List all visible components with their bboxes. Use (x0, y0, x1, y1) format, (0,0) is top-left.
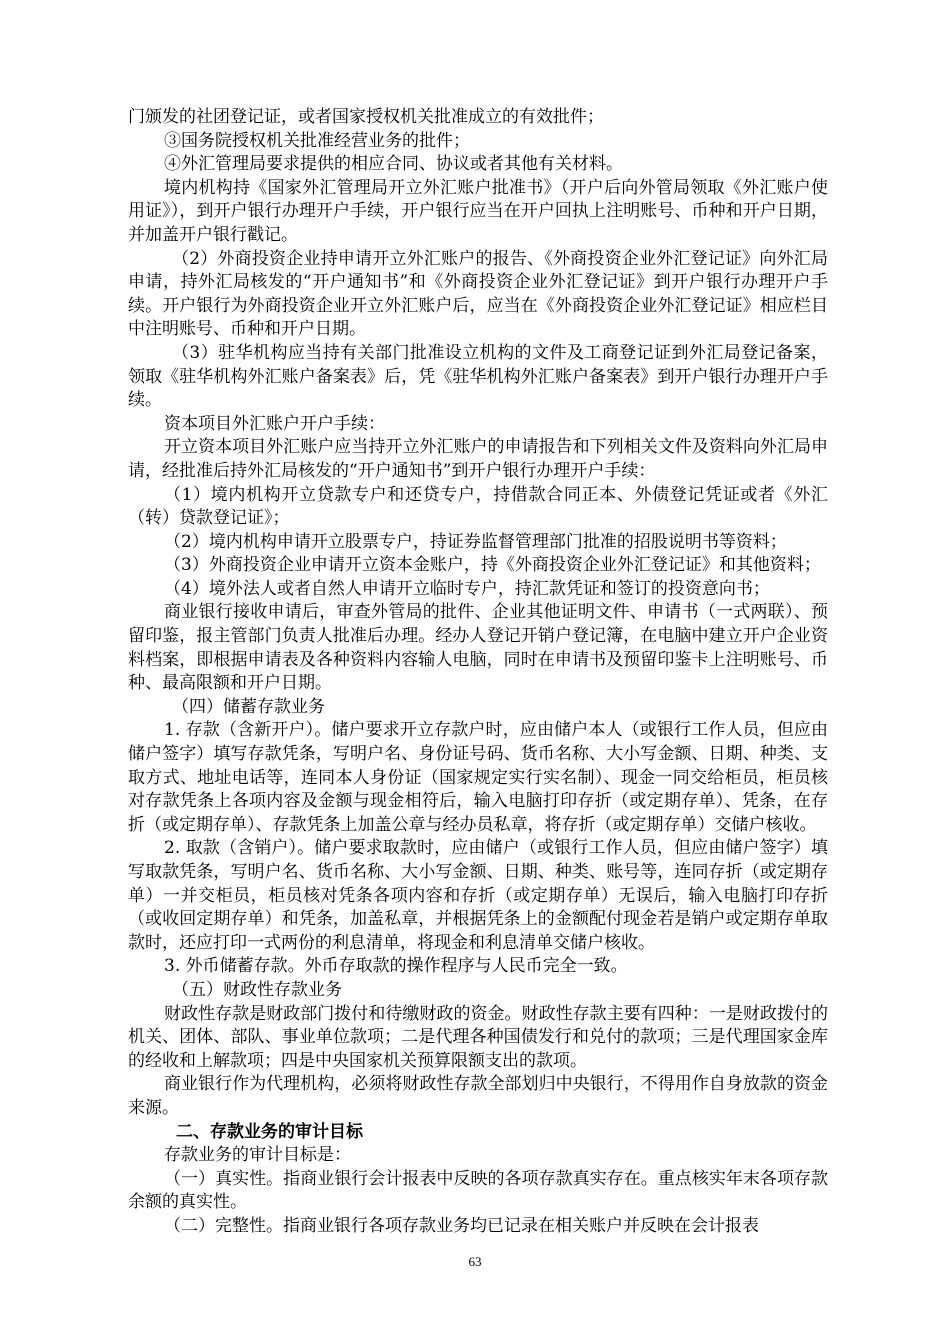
section-heading: （五）财政性存款业务 (172, 979, 342, 1000)
paragraph: （一）真实性。指商业银行会计报表中反映的各项存款真实存在。重点核实年末各项存款余额的真实性。 (128, 1168, 828, 1213)
paragraph: （二）完整性。指商业银行各项存款业务均已记录在相关账户并反映在会计报表 (164, 1215, 759, 1236)
paragraph: （3）外商投资企业申请开立资本金账户，持《外商投资企业外汇登记证》和其他资料； (164, 555, 821, 576)
paragraph: 开立资本项目外汇账户应当持开立外汇账户的申请报告和下列相关文件及资料向外汇局申请，经批准后持外汇局核发的“开户通知书”到开户银行办理开户手续： (128, 437, 828, 481)
paragraph: 2. 取款（含销户）。储户要求取款时，应由储户（或银行工作人员，但应由储户签字）填写取款凭条，写明户名、货币名称、大小写金额、日期、种类、账号等，连同存折（或定期存单）一并交柜员，柜员核对凭条各项内容和存折（或定期存单）无误后，输入电脑打印存折（或收回定期存单）和凭条，加盖私章，并根据凭条上的金额配付现金若是销户或定期存单取款时，还应打印一式两份的利息清单，将现金和利息清单交储户核收。 (128, 838, 828, 953)
paragraph: 商业银行作为代理机构，必须将财政性存款全部划归中央银行，不得用作自身放款的资金来源。 (128, 1074, 828, 1118)
paragraph: 1. 存款（含新开户）。储户要求开立存款户时，应由储户本人（或银行工作人员，但应由储户签字）填写存款凭条，写明户名、身份证号码、货币名称、大小写金额、日期、种类、支取方式、地址电话等，连同本人身份证（国家规定实行实名制）、现金一同交给柜员，柜员核对存款凭条上各项内容及金额与现金相符后，输入电脑打印存折（或定期存单）、凭条，在存折（或定期存单）、存款凭条上加盖公章与经办员私章，将存折（或定期存单）交储户核收。 (128, 720, 828, 835)
paragraph: （2）外商投资企业持申请开立外汇账户的报告、《外商投资企业外汇登记证》向外汇局申请，持外汇局核发的“开户通知书”和《外商投资企业外汇登记证》到开户银行办理开户手续。开户银行为外商投资企业开立外汇账户后，应当在《外商投资企业外汇登记证》相应栏目中注明账号、币种和开户日期。 (128, 248, 828, 340)
paragraph: （2）境内机构申请开立股票专户，持证券监督管理部门批准的招股说明书等资料； (164, 531, 787, 552)
page-number: 63 (468, 1254, 482, 1269)
paragraph: ③国务院授权机关批准经营业务的批件； (164, 130, 470, 151)
paragraph: 境内机构持《国家外汇管理局开立外汇账户批准书》（开户后向外管局领取《外汇账户使用证》），到开户银行办理开户手续，开户银行应当在开户回执上注明账号、币种和开户日期，并加盖开户银行戳记。 (128, 177, 828, 245)
paragraph: 门颁发的社团登记证，或者国家授权机关批准成立的有效批件； (128, 107, 604, 127)
paragraph: （4）境外法人或者自然人申请开立临时专户，持汇款凭证和签订的投资意向书； (164, 578, 770, 599)
paragraph: 财政性存款是财政部门拨付和待缴财政的资金。财政性存款主要有四种：一是财政拨付的机关、团体、部队、事业单位款项；二是代理各种国债发行和兑付的款项；三是代理国家金库的经收和上解款项；四是中央国家机关预算限额支出的款项。 (128, 1003, 828, 1071)
paragraph: 商业银行接收申请后，审查外管局的批件、企业其他证明文件、申请书（一式两联）、预留印鉴，报主管部门负责人批准后办理。经办人登记开销户登记簿，在电脑中建立开户企业资料档案，即根据申请表及各种资料内容输人电脑，同时在申请书及预留印鉴卡上注明账号、币种、最高限额和开户日期。 (128, 602, 828, 694)
chapter-heading: 二、存款业务的审计目标 (176, 1121, 363, 1142)
paragraph: 存款业务的审计目标是： (164, 1145, 351, 1166)
paragraph: 3. 外币储蓄存款。外币存取款的操作程序与人民币完全一致。 (164, 956, 628, 977)
paragraph: （3）驻华机构应当持有关部门批准设立机构的文件及工商登记证到外汇局登记备案，领取《驻华机构外汇账户备案表》后，凭《驻华机构外汇账户备案表》到开户银行办理开户手续。 (128, 342, 828, 411)
section-heading: （四）储蓄存款业务 (172, 696, 325, 717)
paragraph: ④外汇管理局要求提供的相应合同、协议或者其他有关材料。 (164, 154, 623, 175)
paragraph: 资本项目外汇账户开户手续： (164, 413, 385, 434)
paragraph: （1）境内机构开立贷款专户和还贷专户，持借款合同正本、外债登记凭证或者《外汇（转）贷款登记证》； (128, 484, 828, 529)
body-text (128, 106, 828, 1239)
